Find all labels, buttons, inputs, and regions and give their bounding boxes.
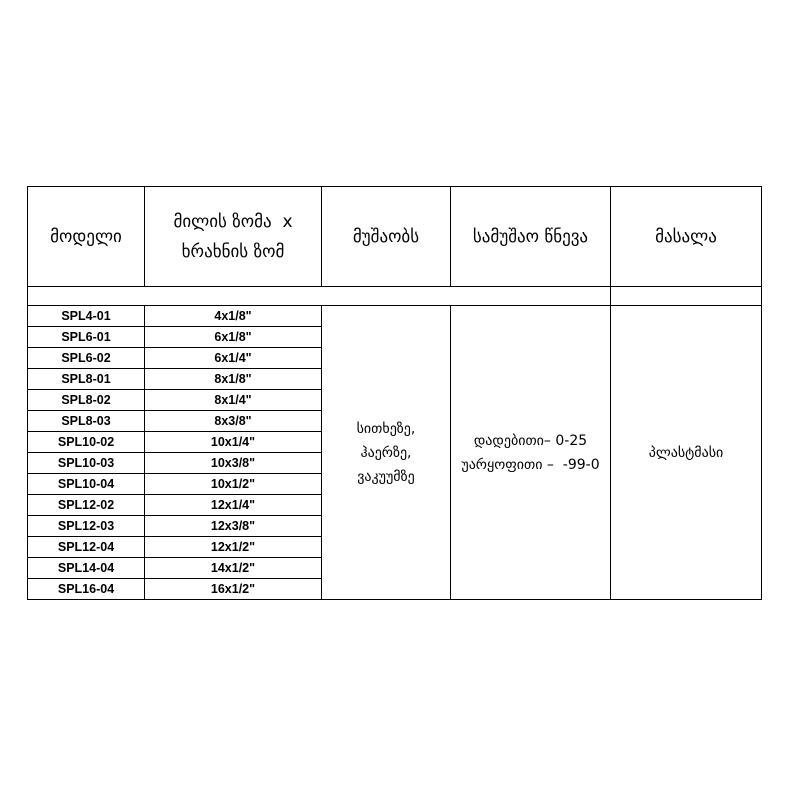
material-cell: პლასტმასი xyxy=(611,306,762,600)
size-cell: 8x1/4" xyxy=(145,390,322,411)
size-cell: 8x3/8" xyxy=(145,411,322,432)
table-row xyxy=(28,306,762,327)
spacer-cell xyxy=(28,287,611,306)
model-cell: SPL10-04 xyxy=(28,474,145,495)
header-size-line2: ხრახნის ზომ xyxy=(181,241,285,262)
model-cell: SPL6-01 xyxy=(28,327,145,348)
spec-table xyxy=(27,186,762,600)
pressure-line: დადებითი– 0-25 xyxy=(473,432,588,449)
model-cell: SPL16-04 xyxy=(28,579,145,600)
size-cell: 16x1/2" xyxy=(145,579,322,600)
header-material: მასალა xyxy=(611,187,762,287)
size-cell: 10x1/2" xyxy=(145,474,322,495)
size-cell: 4x1/8" xyxy=(145,306,322,327)
model-cell: SPL12-03 xyxy=(28,516,145,537)
model-cell: SPL12-04 xyxy=(28,537,145,558)
size-cell: 14x1/2" xyxy=(145,558,322,579)
header-size xyxy=(145,187,322,287)
header-row xyxy=(28,187,762,287)
medium-line: სითხეზე, xyxy=(356,420,416,437)
size-cell: 10x1/4" xyxy=(145,432,322,453)
size-cell: 12x3/8" xyxy=(145,516,322,537)
pressure-cell xyxy=(451,306,611,600)
model-cell: SPL14-04 xyxy=(28,558,145,579)
size-cell: 12x1/2" xyxy=(145,537,322,558)
medium-line: ჰაერზე, xyxy=(360,444,412,461)
model-cell: SPL8-01 xyxy=(28,369,145,390)
header-pressure: სამუშაო წნევა xyxy=(451,187,611,287)
header-size-line1: მილის ზომა x xyxy=(173,211,293,232)
model-cell: SPL10-03 xyxy=(28,453,145,474)
size-cell: 10x3/8" xyxy=(145,453,322,474)
header-medium: მუშაობს xyxy=(322,187,451,287)
size-cell: 12x1/4" xyxy=(145,495,322,516)
header-model: მოდელი xyxy=(28,187,145,287)
model-cell: SPL8-03 xyxy=(28,411,145,432)
model-cell: SPL4-01 xyxy=(28,306,145,327)
medium-line: ვაკუუმზე xyxy=(357,468,415,485)
spacer-cell xyxy=(611,287,762,306)
spacer-row xyxy=(28,287,762,306)
size-cell: 6x1/8" xyxy=(145,327,322,348)
model-cell: SPL6-02 xyxy=(28,348,145,369)
model-cell: SPL8-02 xyxy=(28,390,145,411)
medium-cell xyxy=(322,306,451,600)
model-cell: SPL10-02 xyxy=(28,432,145,453)
size-cell: 8x1/8" xyxy=(145,369,322,390)
size-cell: 6x1/4" xyxy=(145,348,322,369)
model-cell: SPL12-02 xyxy=(28,495,145,516)
pressure-line: უარყოფითი – -99-0 xyxy=(461,456,600,473)
